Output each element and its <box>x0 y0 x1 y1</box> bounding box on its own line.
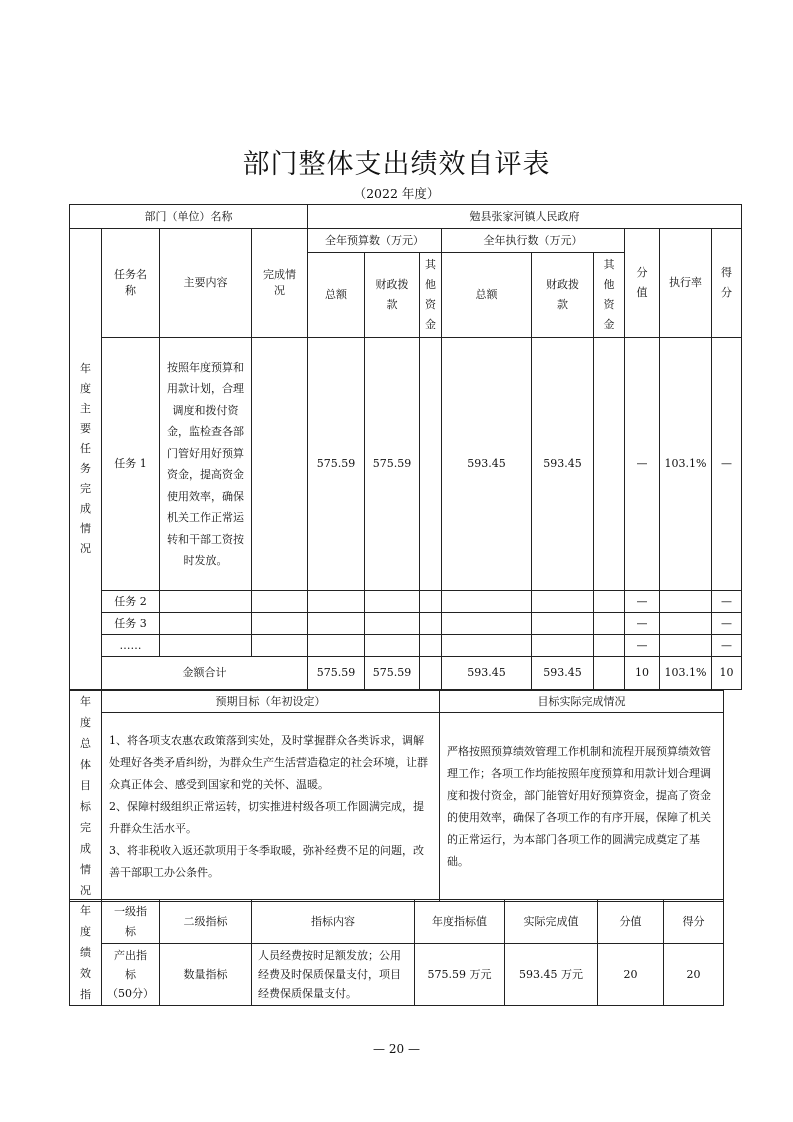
expected-header: 预期目标（年初设定） <box>102 691 440 713</box>
total-exec-rate: 103.1% <box>660 657 712 690</box>
total-exec-total: 593.45 <box>442 657 532 690</box>
task-1-score: — <box>712 338 742 591</box>
total-budget-fiscal: 575.59 <box>365 657 420 690</box>
expected-goal-2: 2、保障村级组织正常运转，切实推进村级各项工作圆满完成，提升群众生活水平。 <box>109 800 424 836</box>
section1-label: 年 度 主 要 任 务 完 成 情 况 <box>70 229 102 690</box>
total-label: 金额合计 <box>102 657 308 690</box>
actual-header: 目标实际完成情况 <box>440 691 724 713</box>
task-2-score-value: — <box>625 591 660 613</box>
page-number: — 20 — <box>373 1042 420 1056</box>
expected-goal-1: 1、将各项支农惠农政策落到实处，及时掌握群众各类诉求，调解处理好各类矛盾纠纷，为群众生产生活营造稳定的社会环境，让群众真正体会、感受到国家和党的关怀、温暖。 <box>109 734 428 792</box>
header-indicator-content: 指标内容 <box>252 900 415 944</box>
task-1-exec-rate: 103.1% <box>660 338 712 591</box>
indicator-target: 575.59 万元 <box>415 944 505 1006</box>
header-budget-other: 其 他 资 金 <box>420 253 442 338</box>
task-1-content: 按照年度预算和用款计划，合理调度和拨付资金，监检查各部门管好用好预算资金，提高资金使用效率，确保机关工作正常运转和干部工资按时发放。 <box>160 338 252 591</box>
dept-label: 部门（单位）名称 <box>70 205 308 229</box>
dept-name: 勉县张家河镇人民政府 <box>308 205 742 229</box>
header-budget-fiscal: 财政拨 款 <box>365 253 420 338</box>
task-1-exec-fiscal: 593.45 <box>532 338 594 591</box>
total-score-value: 10 <box>625 657 660 690</box>
task-1-completion <box>252 338 308 591</box>
page-title: 部门整体支出绩效自评表 <box>242 149 551 180</box>
task-3-name: 任务 3 <box>102 613 160 635</box>
expected-goals <box>102 713 440 902</box>
task-3-score-value: — <box>625 613 660 635</box>
year-label: （2022 年度） <box>353 186 440 201</box>
task-1-budget-other <box>420 338 442 591</box>
indicator-actual: 593.45 万元 <box>505 944 598 1006</box>
goal-table <box>69 690 724 902</box>
header-task-name: 任务名 称 <box>102 229 160 338</box>
header-budget-total: 总额 <box>308 253 365 338</box>
header-score: 得 分 <box>712 229 742 338</box>
expected-goal-3: 3、将非税收入返还款项用于冬季取暖，弥补经费不足的问题，改善干部职工办公条件。 <box>109 844 424 880</box>
header-exec-group: 全年执行数（万元） <box>442 229 625 253</box>
actual-completion: 严格按照预算绩效管理工作机制和流程开展预算绩效管理工作；各项工作均能按照年度预算和用款计划合理调度和拨付资金，部门能管好用好预算资金，提高了资金的使用效率，确保了各项工作的有序开展，保障了机关的正常运行，为本部门各项工作的圆满完成奠定了基础。 <box>440 713 724 902</box>
header-level2: 二级指标 <box>160 900 252 944</box>
total-exec-fiscal: 593.45 <box>532 657 594 690</box>
task-more-score: — <box>712 635 742 657</box>
total-score: 10 <box>712 657 742 690</box>
header-main-content: 主要内容 <box>160 229 252 338</box>
header-exec-other: 其 他 资 金 <box>594 253 625 338</box>
task-3-score: — <box>712 613 742 635</box>
indicator-table <box>69 899 724 1006</box>
section3-label: 年 度 绩 效 指 <box>70 900 102 1006</box>
task-more-name: …… <box>102 635 160 657</box>
indicator-content: 人员经费按时足额发放；公用经费及时保质保量支付，项目经费保质保量支付。 <box>252 944 415 1006</box>
indicator-level1: 产出指 标 （50分） <box>102 944 160 1006</box>
task-1-exec-total: 593.45 <box>442 338 532 591</box>
task-1-score-value: — <box>625 338 660 591</box>
header-score-value: 分 值 <box>625 229 660 338</box>
task-1-exec-other <box>594 338 625 591</box>
section2-label: 年 度 总 体 目 标 完 成 情 况 <box>70 691 102 902</box>
header-actual: 实际完成值 <box>505 900 598 944</box>
task-more-score-value: — <box>625 635 660 657</box>
task-1-name: 任务 1 <box>102 338 160 591</box>
header-value: 分值 <box>598 900 664 944</box>
header-level1: 一级指 标 <box>102 900 160 944</box>
task-1-budget-total: 575.59 <box>308 338 365 591</box>
task-2-score: — <box>712 591 742 613</box>
header-exec-rate: 执行率 <box>660 229 712 338</box>
task-table <box>69 204 742 690</box>
indicator-score: 20 <box>664 944 724 1006</box>
header-indicator-score: 得分 <box>664 900 724 944</box>
header-target: 年度指标值 <box>415 900 505 944</box>
header-exec-fiscal: 财政拨 款 <box>532 253 594 338</box>
indicator-level2: 数量指标 <box>160 944 252 1006</box>
header-completion: 完成情 况 <box>252 229 308 338</box>
header-exec-total: 总额 <box>442 253 532 338</box>
task-2-name: 任务 2 <box>102 591 160 613</box>
task-1-budget-fiscal: 575.59 <box>365 338 420 591</box>
header-budget-group: 全年预算数（万元） <box>308 229 442 253</box>
total-budget-total: 575.59 <box>308 657 365 690</box>
indicator-value: 20 <box>598 944 664 1006</box>
